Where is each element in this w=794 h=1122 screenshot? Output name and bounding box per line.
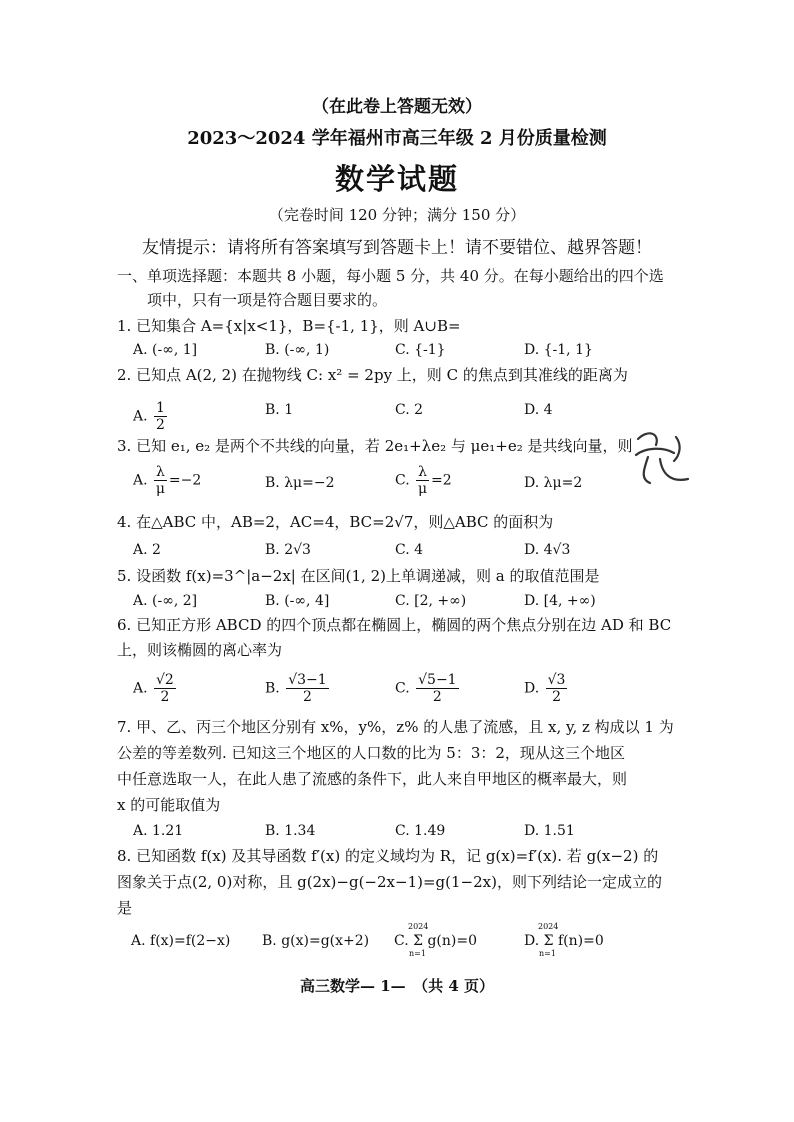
q2-option-b: B. 1 (265, 402, 294, 418)
q7-option-c: C. 1.49 (395, 823, 446, 839)
q6-stem-line1: 6. 已知正方形 ABCD 的四个顶点都在椭圆上，椭圆的两个焦点分别在边 AD 和 BC (117, 616, 672, 634)
q4-option-c: C. 4 (395, 542, 424, 558)
duration: （完卷时间 120 分钟；满分 150 分） (268, 206, 526, 224)
q3-a-den: μ (155, 481, 165, 497)
q1-option-c: C. {-1} (395, 342, 446, 358)
handwritten-scribble (630, 425, 694, 493)
q7-stem-line1: 7. 甲、乙、丙三个地区分别有 x%，y%，z% 的人患了流感，且 x, y, z 构成以 1 为 (117, 718, 674, 736)
q6-d-num: √3 (547, 672, 566, 688)
section-heading-line2: 项中，只有一项是符合题目要求的。 (147, 291, 388, 309)
q3-option-d: D. λμ=2 (524, 475, 583, 491)
q2-stem: 2. 已知点 A(2, 2) 在抛物线 C: x² = 2py 上，则 C 的焦点到其准线的距离为 (117, 366, 628, 384)
page-footer: 高三数学— 1— （共 4 页） (299, 977, 495, 995)
q3-option-a-label: A. (133, 472, 148, 489)
q8-stem-line3: 是 (117, 899, 133, 917)
q3-c-den: μ (418, 481, 428, 497)
q7-stem-line2: 公差的等差数列. 已知这三个地区的人口数的比为 5：3：2，现从这三个地区 (117, 744, 625, 762)
q4-option-a: A. 2 (133, 542, 161, 558)
q8-option-a: A. f(x)=f(2−x) (131, 933, 231, 949)
q2-option-a-label: A. (133, 408, 148, 425)
q5-option-a: A. (-∞, 2] (133, 593, 198, 609)
q6-b-fraction (286, 672, 328, 705)
q6-option-a (133, 672, 178, 705)
q5-option-b: B. (-∞, 4] (265, 593, 330, 609)
q7-option-a: A. 1.21 (133, 823, 184, 839)
q4-option-b: B. 2√3 (265, 542, 311, 558)
q8-option-d: D. Σ f(n)=0 (524, 933, 604, 949)
q2-option-d: D. 4 (524, 402, 553, 418)
q2-option-c: C. 2 (395, 402, 424, 418)
q6-c-num: √5−1 (418, 672, 457, 688)
q2-option-a (133, 400, 169, 433)
q8-d-sum-lower: n=1 (539, 949, 556, 958)
q6-option-d-label: D. (524, 680, 540, 697)
q3-c-fraction (416, 464, 429, 497)
q5-option-c: C. [2, +∞) (395, 593, 467, 609)
q2-fraction (154, 400, 167, 433)
exam-title: 2023～2024 学年福州市高三年级 2 月份质量检测 (187, 128, 607, 149)
q1-option-d: D. {-1, 1} (524, 342, 593, 358)
q6-b-num: √3−1 (288, 672, 327, 688)
q3-a-rhs: =−2 (168, 472, 202, 489)
q6-a-fraction (154, 672, 176, 705)
q6-d-fraction (546, 672, 568, 705)
q8-stem-line1: 8. 已知函数 f(x) 及其导函数 f′(x) 的定义域均为 R，记 g(x)=f′(x). 若 g(x−2) 的 (117, 847, 659, 865)
q4-option-d: D. 4√3 (524, 542, 571, 558)
q6-option-a-label: A. (133, 680, 148, 697)
q3-option-c (395, 464, 452, 497)
q7-option-b: B. 1.34 (265, 823, 316, 839)
section-heading-line1: 一、单项选择题：本题共 8 小题，每小题 5 分，共 40 分。在每小题给出的四个选 (117, 267, 664, 285)
q6-option-c (395, 672, 461, 705)
q3-c-rhs: =2 (431, 472, 452, 489)
q1-stem: 1. 已知集合 A={x|x<1}，B={-1, 1}，则 A∪B= (117, 317, 461, 335)
q8-option-b: B. g(x)=g(x+2) (262, 933, 370, 949)
q6-b-den: 2 (302, 689, 312, 705)
scribble-icon (630, 425, 694, 493)
q6-a-den: 2 (160, 689, 170, 705)
q5-stem: 5. 设函数 f(x)=3^|a−2x| 在区间(1, 2)上单调递减，则 a 的取值范围是 (117, 567, 600, 585)
q6-a-num: √2 (156, 672, 174, 688)
q6-option-c-label: C. (395, 680, 410, 697)
q6-option-b-label: B. (265, 680, 280, 697)
q1-option-b: B. (-∞, 1) (265, 342, 330, 358)
q4-stem: 4. 在△ABC 中，AB=2，AC=4，BC=2√7，则△ABC 的面积为 (117, 513, 554, 531)
q3-a-num: λ (156, 464, 165, 480)
q3-stem: 3. 已知 e₁, e₂ 是两个不共线的向量，若 2e₁+λe₂ 与 μe₁+e₂ 是共线向量，则 (117, 437, 633, 455)
subject-title: 数学试题 (334, 162, 459, 196)
tip: 友情提示：请将所有答案填写到答题卡上！请不要错位、越界答题！ (142, 238, 652, 258)
q8-d-sum-upper: 2024 (538, 922, 559, 931)
q8-c-sum-upper: 2024 (408, 922, 429, 931)
q8-option-c: C. Σ g(n)=0 (394, 933, 478, 949)
q3-option-b: B. λμ=−2 (265, 475, 335, 491)
q2-fraction-den: 2 (156, 417, 165, 433)
q3-option-a (133, 464, 201, 497)
q7-stem-line3: 中任意选取一人，在此人患了流感的条件下，此人来自甲地区的概率最大，则 (117, 770, 628, 788)
notice: （在此卷上答题无效） (312, 97, 482, 117)
q8-stem-line2: 图象关于点(2, 0)对称，且 g(2x)−g(−2x−1)=g(1−2x)，则下列结论一定成立的 (117, 873, 662, 891)
q6-option-d (524, 672, 569, 705)
q6-c-den: 2 (432, 689, 442, 705)
q8-c-sum-lower: n=1 (409, 949, 426, 958)
q7-stem-line4: x 的可能取值为 (117, 796, 221, 814)
q6-stem-line2: 上，则该椭圆的离心率为 (117, 641, 283, 659)
q6-d-den: 2 (552, 689, 562, 705)
q7-option-d: D. 1.51 (524, 823, 575, 839)
q1-option-a: A. (-∞, 1] (133, 342, 198, 358)
q3-a-fraction (154, 464, 167, 497)
q2-fraction-num: 1 (156, 400, 165, 416)
q6-option-b (265, 672, 331, 705)
q3-option-c-label: C. (395, 472, 410, 489)
q3-c-num: λ (418, 464, 427, 480)
q6-c-fraction (416, 672, 458, 705)
q5-option-d: D. [4, +∞) (524, 593, 596, 609)
